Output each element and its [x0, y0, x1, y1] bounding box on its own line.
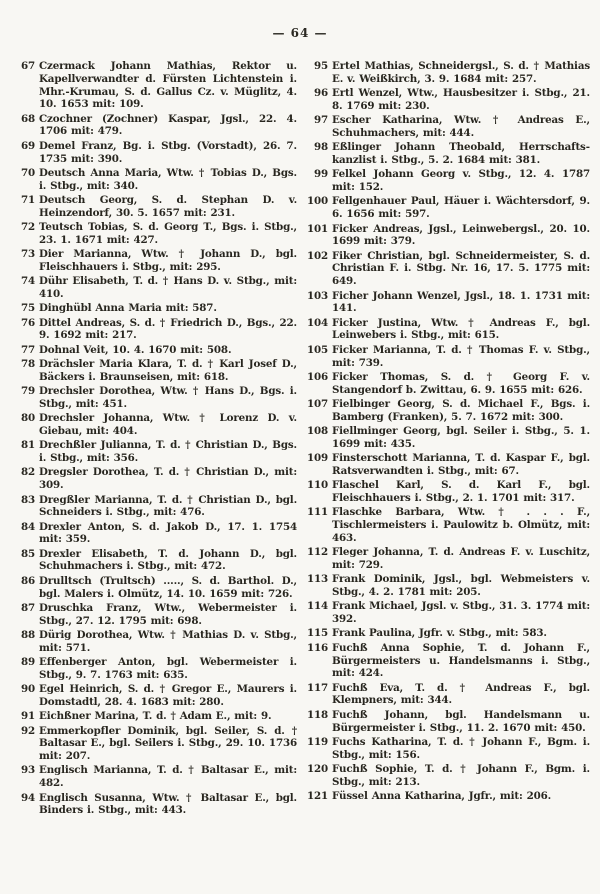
entry-text: Drechßler Julianna, T. d. † Christian D., Bgs. i. Stbg., mit: 356. — [39, 439, 297, 465]
entry-number: 103 — [307, 289, 329, 302]
entry-number: 86 — [20, 574, 35, 587]
entry-text: Ertl Wenzel, Wtw., Hausbesitzer i. Stbg., 21. 8. 1769 mit: 230. — [332, 87, 590, 112]
register-entry — [14, 412, 297, 438]
entry-number: 95 — [313, 60, 328, 72]
register-entry — [14, 140, 297, 166]
entry-text: Effenberger Anton, bgl. Webermeister i. Stbg., 9. 7. 1763 mit: 635. — [39, 656, 297, 681]
entry-number: 81 — [20, 439, 35, 452]
entry-text: Eichßner Marina, T. d. † Adam E., mit: 9. — [39, 710, 272, 723]
entry-number: 94 — [20, 791, 35, 804]
entry-text: Flaschke Barbara, Wtw. † . . . F., Tischlermeisters i. Paulowitz b. Olmütz, mit: 463. — [332, 506, 590, 544]
entry-number: 82 — [20, 466, 35, 479]
entry-text: Dohnal Veit, 10. 4. 1670 mit: 508. — [39, 343, 232, 356]
register-entry — [14, 710, 297, 723]
entry-text: Ficker Andreas, Jgsl., Leinwebergsl., 20. 10. 1699 mit: 379. — [332, 222, 590, 248]
entry-text: Frank Paulina, Jgfr. v. Stbg., mit: 583. — [332, 627, 547, 640]
entry-number: 87 — [20, 601, 35, 614]
entry-number: 70 — [20, 166, 35, 179]
entry-number: 115 — [307, 627, 329, 640]
entry-number: 107 — [307, 397, 329, 410]
entry-text: Fuchß Anna Sophie, T. d. Johann F., Bürgermeisters u. Handelsmanns i. Stbg., mit: 424. — [332, 641, 590, 680]
entry-number: 118 — [307, 708, 329, 721]
register-entry — [307, 600, 590, 626]
entry-text: Eßlinger Johann Theobald, Herrschaftskanzlist i. Stbg., 5. 2. 1684 mit: 381. — [332, 141, 590, 167]
entry-number: 100 — [307, 195, 329, 208]
entry-text: Flaschel Karl, S. d. Karl F., bgl. Fleischhauers i. Stbg., 2. 1. 1701 mit: 317. — [332, 479, 590, 504]
entry-text: Finsterschott Marianna, T. d. Kaspar F., bgl. Ratsverwandten i. Stbg., mit: 67. — [332, 452, 590, 477]
register-columns — [0, 40, 600, 819]
register-entry — [307, 709, 590, 735]
register-entry — [14, 656, 297, 682]
entry-number: 84 — [20, 520, 35, 533]
register-entry — [14, 248, 297, 274]
entry-number: 97 — [313, 114, 328, 127]
register-entry — [14, 494, 297, 520]
register-entry — [307, 506, 590, 544]
entry-text: Dürig Dorothea, Wtw. † Mathias D. v. Stbg., mit: 571. — [39, 628, 297, 654]
entry-text: Demel Franz, Bg. i. Stbg. (Vorstadt), 26. 7. 1735 mit: 390. — [39, 139, 297, 165]
register-entry — [307, 452, 590, 478]
register-entry — [14, 575, 297, 601]
entry-text: Deutsch Georg, S. d. Stephan D. v. Heinzendorf, 30. 5. 1657 mit: 231. — [39, 193, 297, 219]
entry-number: 78 — [20, 358, 35, 371]
entry-number: 99 — [313, 168, 328, 181]
entry-number: 102 — [307, 249, 329, 262]
entry-number: 111 — [307, 506, 329, 519]
register-entry — [307, 60, 590, 86]
register-entry — [307, 479, 590, 505]
entry-number: 85 — [20, 547, 35, 560]
entry-text: Felkel Johann Georg v. Stbg., 12. 4. 1787 mit: 152. — [332, 168, 590, 194]
entry-number: 83 — [20, 493, 35, 506]
entry-number: 72 — [20, 221, 35, 234]
entry-text: Drechsler Johanna, Wtw. † Lorenz D. v. Giebau, mit: 404. — [39, 412, 297, 438]
entry-number: 106 — [307, 370, 329, 383]
entry-text: Drulltsch (Trultsch) ....., S. d. Barthol. D., bgl. Malers i. Olmütz, 14. 10. 1659 mit: 726. — [39, 574, 297, 600]
register-entry — [14, 194, 297, 220]
entry-number: 75 — [20, 302, 35, 315]
register-entry — [307, 736, 590, 762]
entry-text: Dier Marianna, Wtw. † Johann D., bgl. Fleischhauers i. Stbg., mit: 295. — [39, 248, 297, 273]
entry-number: 71 — [20, 193, 35, 206]
register-entry — [307, 195, 590, 221]
register-entry — [307, 114, 590, 140]
entry-number: 90 — [20, 683, 35, 696]
entry-text: Dittel Andreas, S. d. † Friedrich D., Bgs., 22. 9. 1692 mit: 217. — [39, 316, 297, 342]
entry-number: 69 — [20, 139, 35, 152]
entry-text: Füssel Anna Katharina, Jgfr., mit: 206. — [332, 790, 552, 803]
register-entry — [307, 141, 590, 167]
register-entry — [14, 683, 297, 709]
entry-number: 76 — [20, 316, 35, 329]
register-entry — [307, 223, 590, 249]
entry-text: Egel Heinrich, S. d. † Gregor E., Maurers i. Domstadtl, 28. 4. 1683 mit: 280. — [39, 683, 297, 708]
entry-number: 96 — [313, 87, 328, 100]
register-entry — [14, 764, 297, 790]
entry-text: Ficher Johann Wenzel, Jgsl., 18. 1. 1731 mit: 141. — [332, 289, 590, 315]
entry-number: 79 — [20, 385, 35, 398]
register-entry — [307, 642, 590, 680]
entry-text: Frank Dominik, Jgsl., bgl. Webmeisters v. Stbg., 4. 2. 1781 mit: 205. — [332, 573, 590, 599]
entry-text: Escher Katharina, Wtw. † Andreas E., Schuhmachers, mit: 444. — [332, 114, 590, 139]
entry-number: 68 — [20, 112, 35, 125]
entry-number: 109 — [307, 452, 329, 465]
register-entry — [14, 275, 297, 301]
entry-number: 80 — [20, 412, 35, 425]
register-entry — [307, 168, 590, 194]
register-entry — [307, 790, 590, 803]
entry-text: Emmerkopfler Dominik, bgl. Seiler, S. d. † Baltasar E., bgl. Seilers i. Stbg., 29. 10. 1736 mit: 207. — [39, 724, 297, 763]
register-column-left — [14, 60, 297, 819]
entry-number: 105 — [307, 343, 329, 356]
entry-text: Drächsler Maria Klara, T. d. † Karl Josef D., Bäckers i. Braunseisen, mit: 618. — [39, 358, 297, 383]
register-entry — [14, 302, 297, 315]
register-entry — [14, 521, 297, 547]
register-entry — [14, 725, 297, 763]
register-entry — [307, 250, 590, 288]
entry-text: Fleger Johanna, T. d. Andreas F. v. Luschitz, mit: 729. — [332, 546, 590, 571]
register-entry — [14, 358, 297, 384]
entry-number: 104 — [307, 316, 329, 329]
entry-text: Fuchs Katharina, T. d. † Johann F., Bgm. i. Stbg., mit: 156. — [332, 735, 590, 761]
entry-text: Dühr Elisabeth, T. d. † Hans D. v. Stbg., mit: 410. — [39, 275, 297, 301]
entry-number: 121 — [307, 790, 329, 803]
entry-text: Englisch Marianna, T. d. † Baltasar E., mit: 482. — [39, 764, 297, 790]
register-entry — [14, 629, 297, 655]
register-entry — [14, 602, 297, 628]
register-entry — [307, 290, 590, 316]
entry-text: Fiker Christian, bgl. Schneidermeister, S. d. Christian F. i. Stbg. Nr. 16, 17. 5. 1775 mit: 649. — [332, 249, 590, 288]
entry-number: 113 — [307, 573, 329, 586]
register-entry — [14, 792, 297, 818]
entry-number: 117 — [307, 681, 329, 694]
entry-text: Teutsch Tobias, S. d. Georg T., Bgs. i. Stbg., 23. 1. 1671 mit: 427. — [39, 221, 297, 246]
entry-number: 119 — [307, 735, 329, 748]
register-entry — [14, 344, 297, 357]
entry-text: Ficker Marianna, T. d. † Thomas F. v. Stbg., mit: 739. — [332, 343, 590, 369]
register-entry — [14, 439, 297, 465]
entry-number: 110 — [307, 479, 329, 492]
entry-text: Drexler Anton, S. d. Jakob D., 17. 1. 1754 mit: 359. — [39, 520, 297, 546]
entry-text: Dregßler Marianna, T. d. † Christian D., bgl. Schneiders i. Stbg., mit: 476. — [39, 493, 297, 519]
entry-text: Fuchß Johann, bgl. Handelsmann u. Bürgermeister i. Stbg., 11. 2. 1670 mit: 450. — [332, 708, 590, 734]
register-entry — [14, 548, 297, 574]
register-entry — [307, 546, 590, 572]
entry-text: Fellgenhauer Paul, Häuer i. Wächtersdorf, 9. 6. 1656 mit: 597. — [332, 195, 590, 221]
entry-number: 98 — [313, 141, 328, 154]
entry-text: Deutsch Anna Maria, Wtw. † Tobias D., Bgs. i. Stbg., mit: 340. — [39, 166, 297, 192]
entry-text: Fielbinger Georg, S. d. Michael F., Bgs. i. Bamberg (Franken), 5. 7. 1672 mit: 300. — [332, 397, 590, 423]
entry-text: Czochner (Zochner) Kaspar, Jgsl., 22. 4. 1706 mit: 479. — [39, 112, 297, 138]
entry-number: 88 — [20, 628, 35, 641]
register-entry — [307, 573, 590, 599]
entry-number: 73 — [20, 248, 35, 261]
entry-text: Fiellminger Georg, bgl. Seiler i. Stbg., 5. 1. 1699 mit: 435. — [332, 425, 590, 450]
register-entry — [307, 425, 590, 451]
entry-text: Ertel Mathias, Schneidergsl., S. d. † Mathias E. v. Weißkirch, 3. 9. 1684 mit: 257. — [332, 60, 590, 85]
register-entry — [14, 317, 297, 343]
page-number: — 64 — — [272, 26, 328, 40]
entry-text: Ficker Thomas, S. d. † Georg F. v. Stangendorf b. Zwittau, 6. 9. 1655 mit: 626. — [332, 370, 590, 396]
entry-text: Ficker Justina, Wtw. † Andreas F., bgl. Leinwebers i. Stbg., mit: 615. — [332, 316, 590, 342]
entry-number: 74 — [20, 275, 35, 288]
entry-number: 91 — [20, 710, 35, 723]
entry-text: Drexler Elisabeth, T. d. Johann D., bgl. Schuhmachers i. Stbg., mit: 472. — [39, 547, 297, 573]
register-entry — [14, 221, 297, 247]
entry-text: Fuchß Eva, T. d. † Andreas F., bgl. Klempners, mit: 344. — [332, 681, 590, 707]
entry-text: Frank Michael, Jgsl. v. Stbg., 31. 3. 1774 mit: 392. — [332, 600, 590, 626]
register-column-right — [307, 60, 590, 819]
entry-number: 92 — [20, 724, 35, 737]
entry-number: 108 — [307, 425, 329, 438]
entry-text: Czermack Johann Mathias, Rektor u. Kapellverwandter d. Fürsten Lichtenstein i. Mhr.-Krumau, S. d. Gallus Cz. v. Müglitz, 4. 10. 1653 mit: 109. — [39, 60, 297, 111]
register-entry — [307, 398, 590, 424]
register-entry — [14, 167, 297, 193]
entry-text: Englisch Susanna, Wtw. † Baltasar E., bgl. Binders i. Stbg., mit: 443. — [39, 791, 297, 817]
entry-text: Druschka Franz, Wtw., Webermeister i. Stbg., 27. 12. 1795 mit: 698. — [39, 601, 297, 627]
register-entry — [307, 763, 590, 789]
register-entry — [307, 87, 590, 113]
register-entry — [14, 60, 297, 111]
entry-text: Dinghübl Anna Maria mit: 587. — [39, 302, 217, 315]
register-entry — [307, 682, 590, 708]
entry-number: 112 — [307, 546, 329, 559]
register-entry — [307, 344, 590, 370]
entry-text: Drechsler Dorothea, Wtw. † Hans D., Bgs. i. Stbg., mit: 451. — [39, 385, 297, 410]
entry-text: Dregsler Dorothea, T. d. † Christian D., mit: 309. — [39, 466, 297, 492]
register-entry — [14, 113, 297, 139]
register-entry — [307, 627, 590, 640]
entry-number: 120 — [307, 762, 329, 775]
entry-number: 67 — [20, 60, 35, 72]
entry-number: 77 — [20, 343, 35, 356]
register-entry — [14, 385, 297, 411]
register-entry — [307, 317, 590, 343]
register-entry — [14, 466, 297, 492]
register-entry — [307, 371, 590, 397]
entry-number: 114 — [307, 600, 329, 613]
entry-number: 89 — [20, 656, 35, 669]
entry-number: 93 — [20, 764, 35, 777]
entry-number: 101 — [307, 222, 329, 235]
entry-number: 116 — [307, 641, 329, 654]
entry-text: Fuchß Sophie, T. d. † Johann F., Bgm. i. Stbg., mit: 213. — [332, 762, 590, 788]
